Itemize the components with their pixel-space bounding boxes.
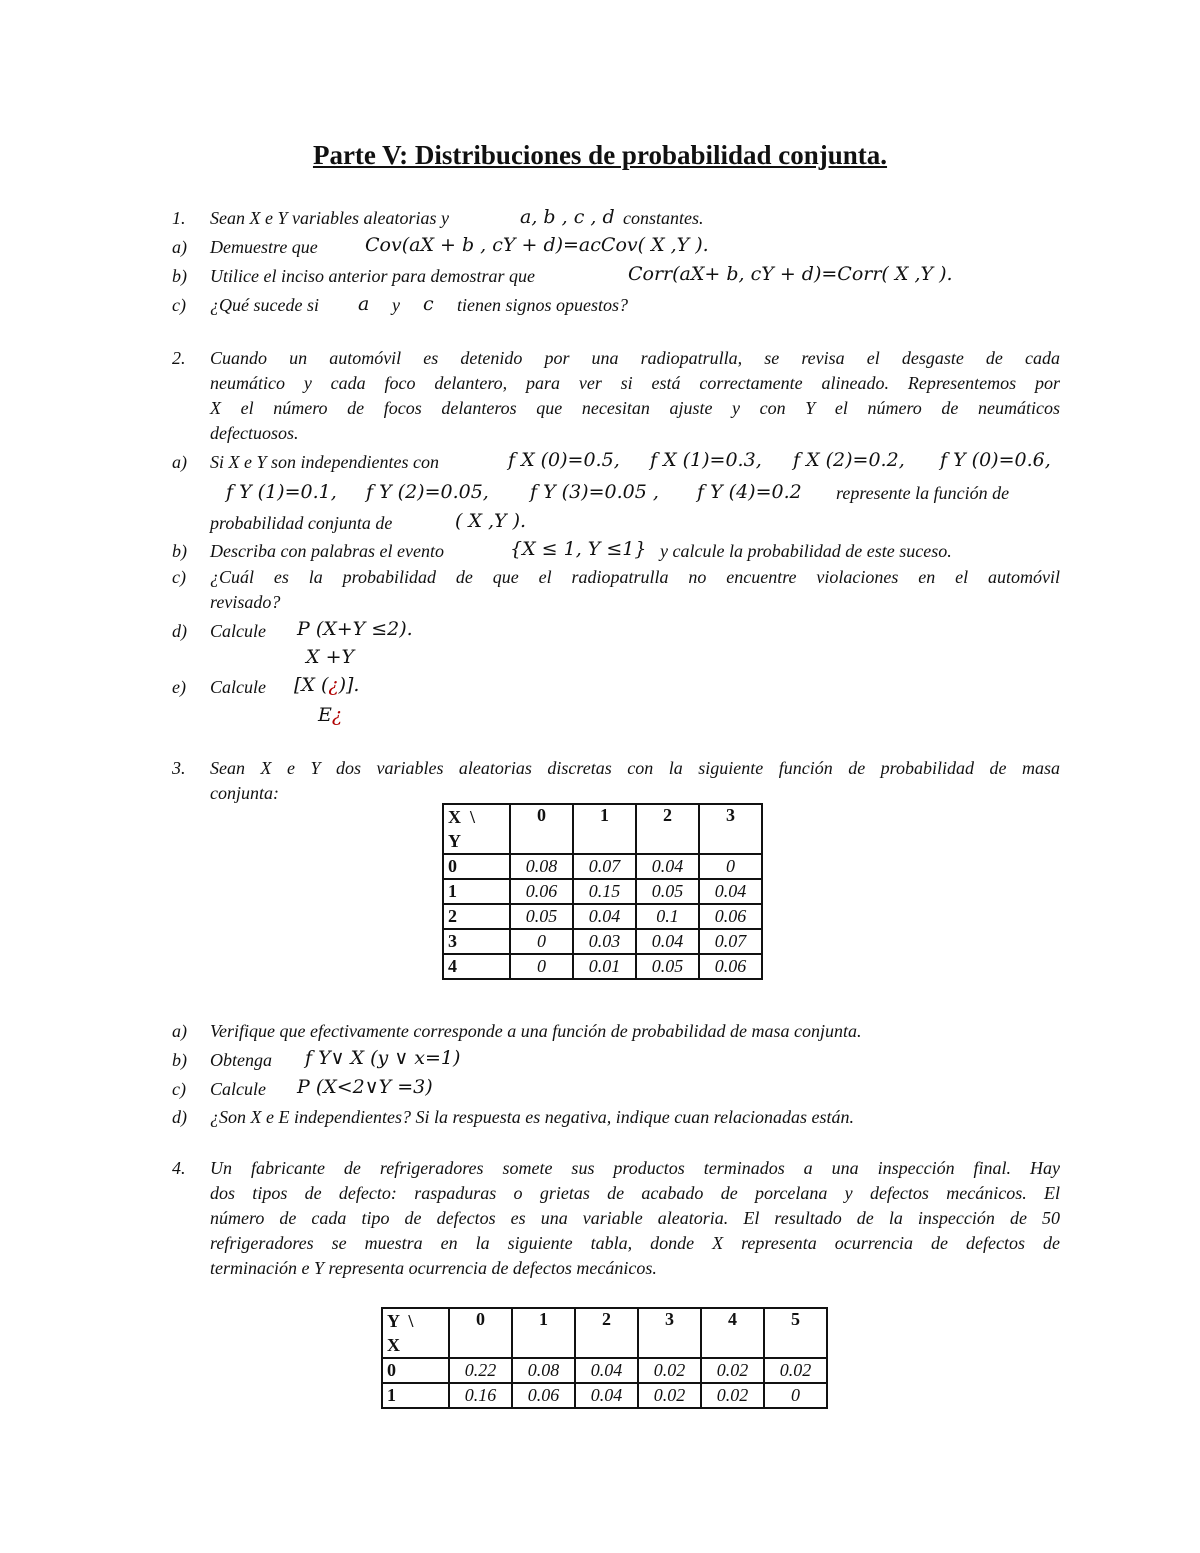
q2b-label: b) — [172, 541, 187, 561]
table-row — [382, 1358, 827, 1383]
q2d-text: Calcule — [210, 621, 266, 641]
q1-constants: a, b , c , d — [520, 206, 615, 228]
q1c-text-end: tienen signos opuestos? — [457, 295, 628, 315]
table-cell: 0 — [764, 1383, 827, 1408]
row-header: 0 — [443, 854, 510, 879]
table-cell: 0.05 — [510, 904, 573, 929]
q3-number: 3. — [172, 758, 186, 778]
q2c-label: c) — [172, 567, 186, 587]
table-cell: 0.1 — [636, 904, 699, 929]
q2e-label: e) — [172, 677, 186, 697]
table-corner — [443, 804, 510, 854]
q3a-text: Verifique que efectivamente corresponde a una función de probabilidad de masa conjunta. — [210, 1021, 862, 1041]
q1-text: Sean X e Y variables aleatorias y — [210, 208, 449, 228]
q1a-text: Demuestre que — [210, 237, 318, 257]
page-title: Parte V: Distribuciones de probabilidad conjunta. — [312, 140, 888, 170]
q3a-label: a) — [172, 1021, 187, 1041]
col-header: 4 — [701, 1308, 764, 1358]
q2d-formula: P (X+Y ≤2). — [297, 618, 413, 640]
q1a-label: a) — [172, 237, 187, 257]
table-cell: 0.03 — [573, 929, 636, 954]
col-header: 1 — [573, 804, 636, 854]
col-header: 3 — [699, 804, 762, 854]
q2a-fy0: f Y (0)=0.6, — [940, 449, 1051, 471]
q1b-label: b) — [172, 266, 187, 286]
q2c-line-1: ¿Cuál es la probabilidad de que el radiopatrulla no encuentre violaciones en el automóvil — [210, 567, 1060, 587]
q3-line-2: conjunta: — [210, 783, 279, 803]
corner-top: Y \ — [387, 1311, 414, 1331]
q2a-text: Si X e Y son independientes con — [210, 452, 439, 472]
q3c-formula: P (X<2∨Y =3) — [297, 1076, 433, 1098]
q3d-label: d) — [172, 1107, 187, 1127]
row-header: 1 — [443, 879, 510, 904]
table-cell: 0.02 — [638, 1383, 701, 1408]
q2a-fy3: f Y (3)=0.05 , — [530, 481, 659, 503]
q1c-text: ¿Qué sucede si — [210, 295, 319, 315]
table-row — [443, 904, 762, 929]
table-cell: 0.06 — [512, 1383, 575, 1408]
q4-line-1: Un fabricante de refrigeradores somete sus productos terminados a una inspección final. Hay — [210, 1158, 1060, 1178]
table-row — [443, 879, 762, 904]
table-cell: 0.15 — [573, 879, 636, 904]
table-cell: 0.02 — [701, 1383, 764, 1408]
joint-probability-table-q3 — [442, 803, 763, 980]
table-header-row — [382, 1308, 827, 1358]
row-header: 1 — [382, 1383, 449, 1408]
row-header: 4 — [443, 954, 510, 979]
table-cell: 0.06 — [699, 904, 762, 929]
q2c-line-2: revisado? — [210, 592, 281, 612]
table-cell: 0.06 — [699, 954, 762, 979]
q2a-fx2: f X (2)=0.2, — [793, 449, 905, 471]
table-cell: 0.02 — [638, 1358, 701, 1383]
q2a-fx1: f X (1)=0.3, — [650, 449, 762, 471]
col-header: 5 — [764, 1308, 827, 1358]
q2-line-2: neumático y cada foco delantero, para ver si está correctamente alineado. Representemos por — [210, 373, 1060, 393]
col-header: 0 — [510, 804, 573, 854]
table-cell: 0.08 — [510, 854, 573, 879]
q2-line-4: defectuosos. — [210, 423, 299, 443]
table-cell: 0.02 — [764, 1358, 827, 1383]
q3b-label: b) — [172, 1050, 187, 1070]
defects-table-q4 — [381, 1307, 828, 1409]
corner-bottom: Y — [448, 831, 461, 851]
q2e-formula-glyph: ¿ — [328, 674, 339, 696]
corner-top: X \ — [448, 807, 475, 827]
q2a-label: a) — [172, 452, 187, 472]
col-header: 2 — [575, 1308, 638, 1358]
q2e-formula — [294, 674, 359, 696]
q2b-text-end: y calcule la probabilidad de este suceso. — [660, 541, 952, 561]
q2-number: 2. — [172, 348, 186, 368]
q4-line-2: dos tipos de defecto: raspaduras o grietas de acabado de porcelana y defectos mecánicos. El — [210, 1183, 1060, 1203]
table-cell: 0.04 — [699, 879, 762, 904]
q3b-text: Obtenga — [210, 1050, 272, 1070]
table-cell: 0 — [510, 929, 573, 954]
q1a-formula: Cov(aX + b , cY + d)=acCov( X ,Y ). — [365, 234, 709, 256]
table-cell: 0.07 — [699, 929, 762, 954]
q4-line-3: número de cada tipo de defectos es una variable aleatoria. El resultado de la inspección de 50 — [210, 1208, 1060, 1228]
table-cell: 0 — [510, 954, 573, 979]
q3c-text: Calcule — [210, 1079, 266, 1099]
table-cell: 0 — [699, 854, 762, 879]
q1c-label: c) — [172, 295, 186, 315]
q1c-y: y — [392, 295, 400, 315]
q2-line-1: Cuando un automóvil es detenido por una radiopatrulla, se revisa el desgaste de cada — [210, 348, 1060, 368]
table-row — [443, 954, 762, 979]
table-cell: 0.01 — [573, 954, 636, 979]
q3b-formula: f Y∨ X (y ∨ x=1) — [305, 1047, 461, 1069]
q3-line-1: Sean X e Y dos variables aleatorias discretas con la siguiente función de probabilidad de masa — [210, 758, 1060, 778]
q2d-subscript: X +Y — [306, 646, 355, 668]
q2a-fy2: f Y (2)=0.05, — [366, 481, 489, 503]
q2b-event: {X ≤ 1, Y ≤1} — [510, 538, 647, 560]
table-row — [443, 929, 762, 954]
table-cell: 0.04 — [636, 929, 699, 954]
table-cell: 0.04 — [573, 904, 636, 929]
q2a-fy4: f Y (4)=0.2 — [697, 481, 802, 503]
q1-text-end: constantes. — [623, 208, 704, 228]
q2e-below-glyph: ¿ — [331, 704, 343, 726]
row-header: 3 — [443, 929, 510, 954]
q1-number: 1. — [172, 208, 186, 228]
row-header: 0 — [382, 1358, 449, 1383]
q2a-text3: probabilidad conjunta de — [210, 513, 393, 533]
q1c-var-c: c — [423, 293, 434, 315]
col-header: 2 — [636, 804, 699, 854]
q2a-fx0: f X (0)=0.5, — [508, 449, 620, 471]
q2e-below — [318, 704, 342, 726]
q2a-text2: represente la función de — [836, 483, 1010, 503]
q2a-math3: ( X ,Y ). — [455, 510, 527, 532]
table-cell: 0.04 — [575, 1383, 638, 1408]
table-header-row — [443, 804, 762, 854]
table-cell: 0.07 — [573, 854, 636, 879]
q1b-text: Utilice el inciso anterior para demostrar que — [210, 266, 535, 286]
q3c-label: c) — [172, 1079, 186, 1099]
q2e-formula-pre: [X ( — [294, 674, 329, 696]
table-cell: 0.04 — [575, 1358, 638, 1383]
q3d-text: ¿Son X e E independientes? Si la respuesta es negativa, indique cuan relacionadas están. — [210, 1107, 855, 1127]
col-header: 0 — [449, 1308, 512, 1358]
table-cell: 0.05 — [636, 879, 699, 904]
q2e-formula-post: )]. — [338, 674, 360, 696]
table-corner — [382, 1308, 449, 1358]
q1b-formula: Corr(aX+ b, cY + d)=Corr( X ,Y ). — [628, 263, 953, 285]
q4-number: 4. — [172, 1158, 186, 1178]
corner-bottom: X — [387, 1335, 400, 1355]
q2d-label: d) — [172, 621, 187, 641]
table-cell: 0.02 — [701, 1358, 764, 1383]
table-cell: 0.16 — [449, 1383, 512, 1408]
q1c-var-a: a — [358, 293, 370, 315]
table-cell: 0.22 — [449, 1358, 512, 1383]
table-row — [382, 1383, 827, 1408]
q2b-text: Describa con palabras el evento — [210, 541, 444, 561]
q2e-text: Calcule — [210, 677, 266, 697]
table-cell: 0.05 — [636, 954, 699, 979]
table-cell: 0.08 — [512, 1358, 575, 1383]
table-cell: 0.04 — [636, 854, 699, 879]
q2-line-3: X el número de focos delanteros que necesitan ajuste y con Y el número de neumáticos — [210, 398, 1060, 418]
col-header: 1 — [512, 1308, 575, 1358]
q2a-fy1: f Y (1)=0.1, — [226, 481, 337, 503]
table-cell: 0.06 — [510, 879, 573, 904]
table-row — [443, 854, 762, 879]
col-header: 3 — [638, 1308, 701, 1358]
q2e-below-e: E — [318, 704, 332, 726]
row-header: 2 — [443, 904, 510, 929]
q4-line-4: refrigeradores se muestra en la siguiente tabla, donde X representa ocurrencia de defectos de — [210, 1233, 1060, 1253]
q4-line-5: terminación e Y representa ocurrencia de defectos mecánicos. — [210, 1258, 657, 1278]
